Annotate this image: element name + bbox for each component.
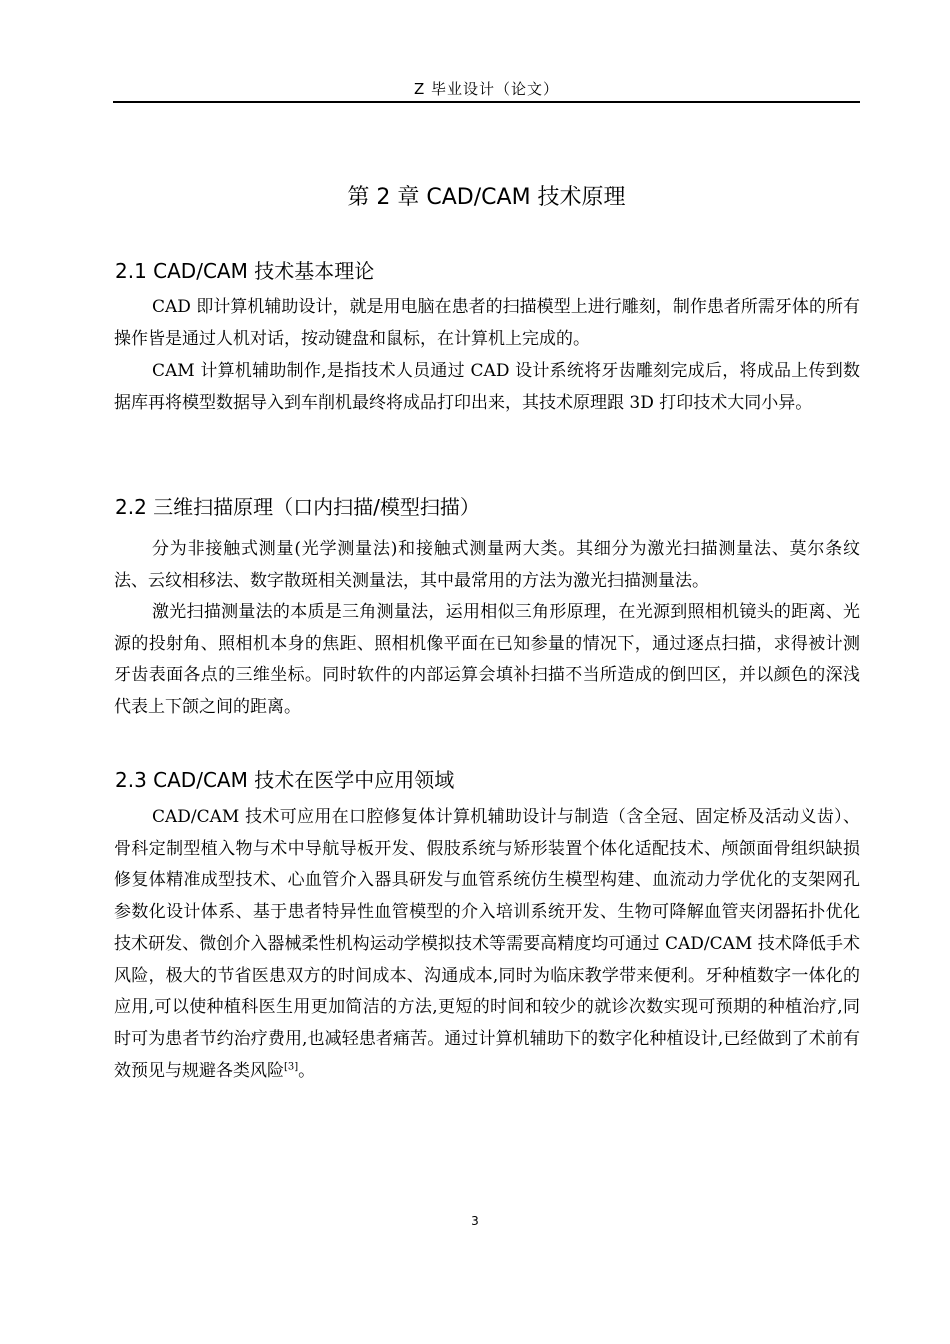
- section-heading-2-1: 2.1 CAD/CAM 技术基本理论: [115, 259, 375, 283]
- paragraph-closing: 。: [298, 1060, 316, 1081]
- chapter-title: 第 2 章 CAD/CAM 技术原理: [347, 185, 626, 210]
- paragraph: CAD 即计算机辅助设计，就是用电脑在患者的扫描模型上进行雕刻，制作患者所需牙体的所有操作皆是通过人机对话，按动键盘和鼠标，在计算机上完成的。: [114, 297, 860, 349]
- header-rule: [113, 101, 860, 103]
- paragraph-with-citation: [114, 802, 860, 1087]
- running-header: Z 毕业设计（论文）: [413, 80, 560, 98]
- paragraph-text: CAD/CAM 技术可应用在口腔修复体计算机辅助设计与制造（含全冠、固定桥及活动义齿）、骨科定制型植入物与术中导航导板开发、假肢系统与矫形装置个体化适配技术、颅颌面骨组织缺损修复体精准成型技术、心血管介入器具研发与血管系统仿生模型构建、血流动力学优化的支架网孔参数化设计体系、基于患者特异性血管模型的介入培训系统开发、生物可降解血管夹闭器拓扑优化技术研发、微创介入器械柔性机构运动学模拟技术等需要高精度均可通过 CAD/CAM 技术降低手术风险，极大的节省医患双方的时间成本、沟通成本,同时为临床教学带来便利。牙种植数字一体化的应用,可以使种植科医生用更加简洁的方法,更短的时间和较少的就诊次数实现可预期的种植治疗,同时可为患者节约治疗费用,也减轻患者痛苦。通过计算机辅助下的数字化种植设计,已经做到了术前有效预见与规避各类风险: [114, 807, 860, 1081]
- paragraph: 激光扫描测量法的本质是三角测量法，运用相似三角形原理，在光源到照相机镜头的距离、光源的投射角、照相机本身的焦距、照相机像平面在已知参量的情况下，通过逐点扫描，求得被计测牙齿表面各点的三维坐标。同时软件的内部运算会填补扫描不当所造成的倒凹区，并以颜色的深浅代表上下颌之间的距离。: [114, 602, 860, 718]
- paragraph: 分为非接触式测量(光学测量法)和接触式测量两大类。其细分为激光扫描测量法、莫尔条纹法、云纹相移法、数字散斑相关测量法，其中最常用的方法为激光扫描测量法。: [114, 539, 860, 591]
- section-heading-2-3: 2.3 CAD/CAM 技术在医学中应用领域: [115, 768, 455, 792]
- section-heading-2-2: 2.2 三维扫描原理（口内扫描/模型扫描）: [115, 495, 480, 519]
- citation-reference: [3]: [284, 1060, 299, 1072]
- page-number: 3: [471, 1214, 479, 1228]
- paragraph: CAM 计算机辅助制作,是指技术人员通过 CAD 设计系统将牙齿雕刻完成后，将成品上传到数据库再将模型数据导入到车削机最终将成品打印出来，其技术原理跟 3D 打印技术大同小异。: [114, 361, 860, 413]
